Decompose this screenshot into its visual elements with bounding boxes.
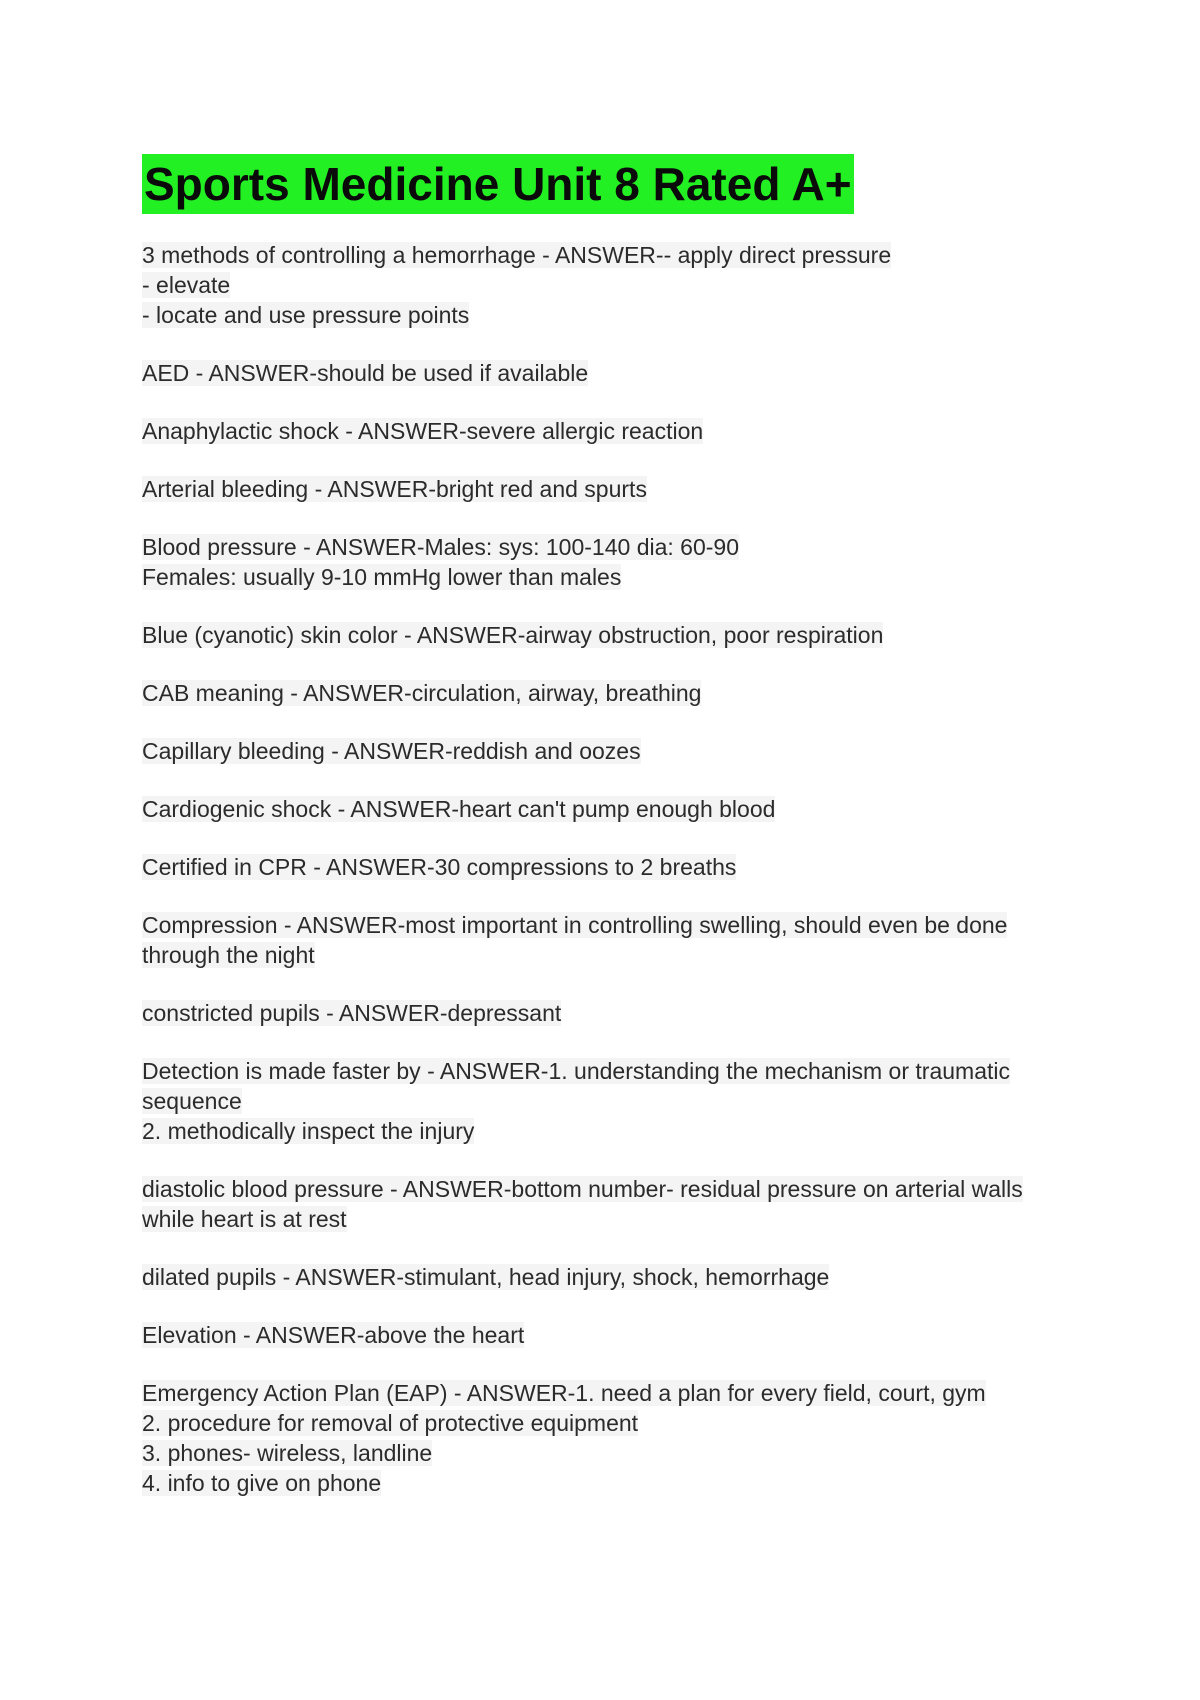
flashcard-text: through the night: [142, 942, 315, 968]
flashcard-text: Cardiogenic shock - ANSWER-heart can't pump enough blood: [142, 796, 776, 822]
flashcard-text: 2. methodically inspect the injury: [142, 1118, 475, 1144]
flashcard-line: [142, 1408, 1082, 1438]
flashcard-line: [142, 620, 1082, 650]
flashcard-text: Capillary bleeding - ANSWER-reddish and oozes: [142, 738, 641, 764]
flashcard-text: 2. procedure for removal of protective equipment: [142, 1410, 639, 1436]
flashcard-entry: [142, 794, 1082, 824]
flashcard-text: Compression - ANSWER-most important in controlling swelling, should even be done: [142, 912, 1008, 938]
flashcard-line: [142, 1086, 1082, 1116]
flashcard-line: [142, 852, 1082, 882]
flashcard-entry: [142, 736, 1082, 766]
flashcard-text: sequence: [142, 1088, 242, 1114]
flashcard-line: [142, 240, 1082, 270]
flashcard-entry: [142, 1378, 1082, 1498]
flashcard-text: Detection is made faster by - ANSWER-1. understanding the mechanism or traumatic: [142, 1058, 1010, 1084]
flashcard-text: Arterial bleeding - ANSWER-bright red and spurts: [142, 476, 647, 502]
flashcard-text: 4. info to give on phone: [142, 1470, 382, 1496]
flashcard-text: - locate and use pressure points: [142, 302, 470, 328]
flashcard-entry: [142, 852, 1082, 882]
flashcard-entry: [142, 416, 1082, 446]
flashcard-text: constricted pupils - ANSWER-depressant: [142, 1000, 562, 1026]
flashcard-entry: [142, 998, 1082, 1028]
flashcard-line: [142, 998, 1082, 1028]
flashcard-line: [142, 910, 1082, 940]
flashcard-entry: [142, 1320, 1082, 1350]
flashcard-line: [142, 1116, 1082, 1146]
flashcard-text: Blue (cyanotic) skin color - ANSWER-airway obstruction, poor respiration: [142, 622, 884, 648]
flashcard-line: [142, 678, 1082, 708]
flashcard-entry: [142, 678, 1082, 708]
flashcard-entry: [142, 358, 1082, 388]
flashcard-line: [142, 1468, 1082, 1498]
flashcard-line: [142, 1056, 1082, 1086]
flashcard-text: 3 methods of controlling a hemorrhage - ANSWER-- apply direct pressure: [142, 242, 892, 268]
flashcard-text: - elevate: [142, 272, 231, 298]
flashcard-line: [142, 416, 1082, 446]
flashcard-text: dilated pupils - ANSWER-stimulant, head injury, shock, hemorrhage: [142, 1264, 830, 1290]
flashcard-text: Certified in CPR - ANSWER-30 compressions to 2 breaths: [142, 854, 737, 880]
flashcard-text: CAB meaning - ANSWER-circulation, airway, breathing: [142, 680, 702, 706]
flashcard-line: [142, 736, 1082, 766]
flashcard-text: Anaphylactic shock - ANSWER-severe allergic reaction: [142, 418, 704, 444]
flashcard-entry: [142, 1174, 1082, 1234]
flashcard-line: [142, 1204, 1082, 1234]
flashcard-line: [142, 474, 1082, 504]
flashcard-line: [142, 940, 1082, 970]
flashcard-text: Females: usually 9-10 mmHg lower than males: [142, 564, 622, 590]
flashcard-list: [142, 240, 1082, 1498]
flashcard-text: while heart is at rest: [142, 1206, 347, 1232]
flashcard-entry: [142, 1262, 1082, 1292]
document-content: [142, 154, 1082, 1526]
flashcard-line: [142, 1262, 1082, 1292]
flashcard-entry: [142, 474, 1082, 504]
flashcard-text: Blood pressure - ANSWER-Males: sys: 100-140 dia: 60-90: [142, 534, 739, 560]
flashcard-text: 3. phones- wireless, landline: [142, 1440, 433, 1466]
flashcard-entry: [142, 910, 1082, 970]
document-title: Sports Medicine Unit 8 Rated A+: [142, 154, 854, 214]
flashcard-entry: [142, 532, 1082, 592]
flashcard-text: Elevation - ANSWER-above the heart: [142, 1322, 525, 1348]
flashcard-line: [142, 562, 1082, 592]
flashcard-entry: [142, 1056, 1082, 1146]
flashcard-text: diastolic blood pressure - ANSWER-bottom number- residual pressure on arterial walls: [142, 1176, 1023, 1202]
flashcard-line: [142, 794, 1082, 824]
flashcard-line: [142, 532, 1082, 562]
flashcard-line: [142, 300, 1082, 330]
flashcard-line: [142, 270, 1082, 300]
flashcard-text: AED - ANSWER-should be used if available: [142, 360, 589, 386]
flashcard-line: [142, 1378, 1082, 1408]
flashcard-line: [142, 1174, 1082, 1204]
flashcard-entry: [142, 620, 1082, 650]
flashcard-text: Emergency Action Plan (EAP) - ANSWER-1. need a plan for every field, court, gym: [142, 1380, 986, 1406]
flashcard-entry: [142, 240, 1082, 330]
flashcard-line: [142, 1320, 1082, 1350]
flashcard-line: [142, 1438, 1082, 1468]
flashcard-line: [142, 358, 1082, 388]
